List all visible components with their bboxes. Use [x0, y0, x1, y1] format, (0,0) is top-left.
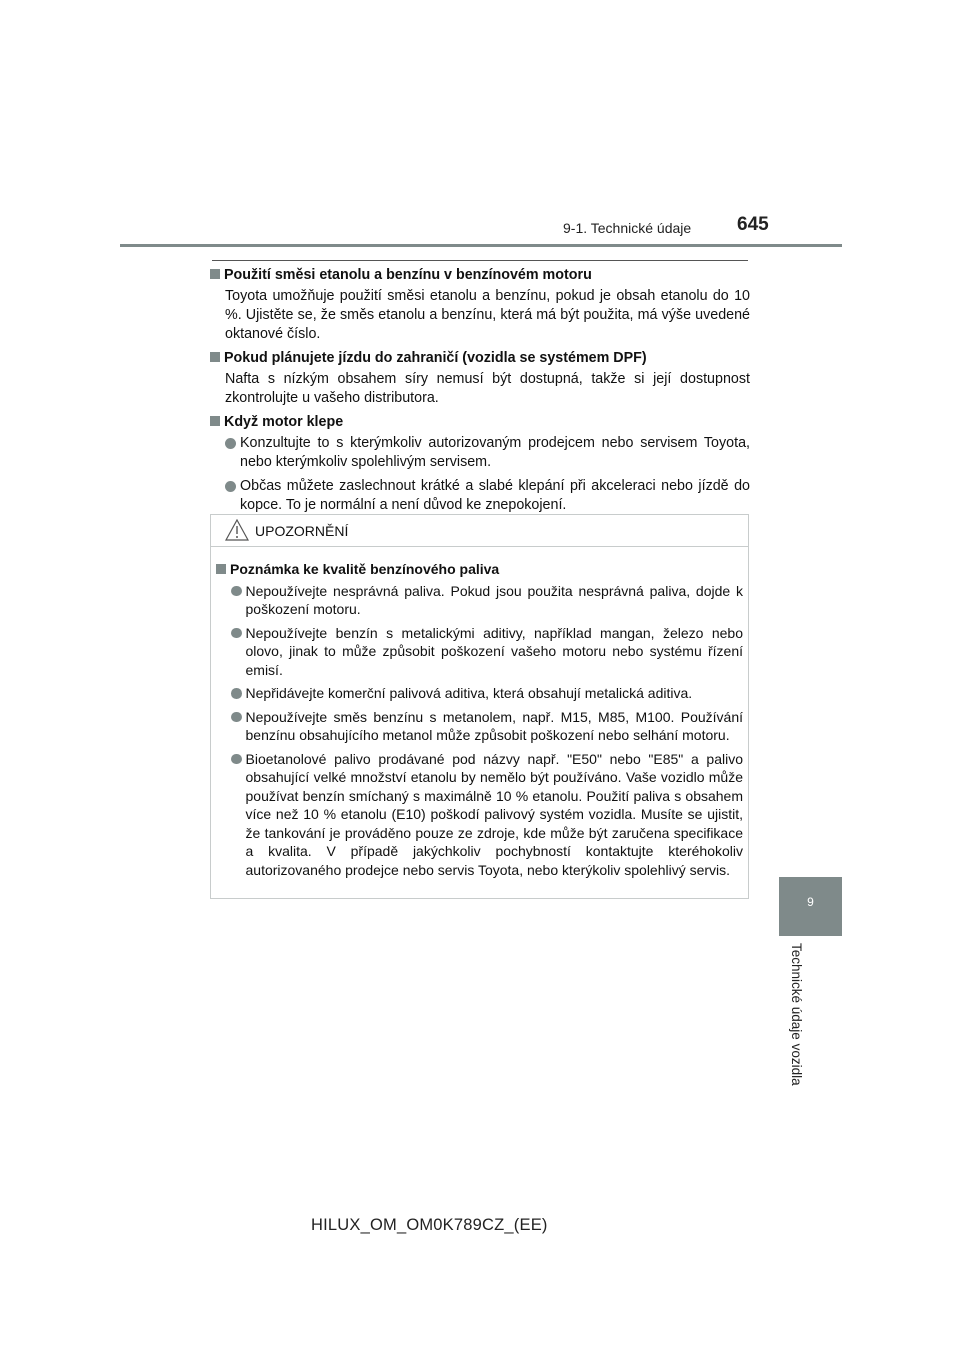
warning-box: [210, 514, 749, 899]
list-item: [231, 582, 743, 619]
square-bullet-icon: [216, 564, 226, 574]
section-abroad: [210, 349, 750, 408]
chapter-label: [786, 943, 806, 1103]
section-heading-text: Pokud plánujete jízdu do zahraničí (vozidla se systémem DPF): [224, 350, 647, 366]
list-item: [225, 434, 750, 472]
round-bullet-icon: [231, 586, 242, 597]
round-bullet-icon: [231, 688, 242, 699]
section-heading: [210, 266, 750, 285]
section-ethanol: [210, 266, 750, 344]
header-rule: [120, 244, 842, 247]
list-item-text: Nepřidávejte komerční palivová aditiva, která obsahují metalická aditiva.: [245, 685, 693, 701]
warning-body: [211, 547, 748, 879]
chapter-label-text: Technické údaje vozidla: [789, 943, 804, 1086]
list-item-text: Bioetanolové palivo prodávané pod názvy např. "E50" nebo "E85" a palivo obsahující velké množství etanolu by nemělo být používáno. Vaše vozidlo může používat benzín smíchaný s maximálně 10 % etanolu. Použití paliva s obsahem více než 10 % etanolu (E10) poškodí palivový systém vozidla. Musíte se ujistit, že tankování je prováděno pouze ze zdroje, kde může být zaručena specifikace a kvalita. V případě jakýchkoliv pochybností kontaktujte kteréhokoliv autorizovaného prodejce nebo servis Toyota, nebo kterýkoliv spolehlivý servis.: [245, 750, 743, 878]
section-knocking: [210, 413, 750, 515]
list-item: [231, 624, 743, 680]
list-item: [231, 708, 743, 745]
page-number: 645: [737, 214, 769, 235]
list-item-text: Nepoužívejte benzín s metalickými aditivy, například mangan, železo nebo olovo, jinak to může způsobit poškození vašeho motoru nebo systému řízení emisí.: [245, 624, 743, 678]
main-content: [210, 266, 750, 520]
round-bullet-icon: [225, 481, 236, 492]
section-paragraph: Nafta s nízkým obsahem síry nemusí být dostupná, takže si její dostupnost zkontrolujte u vašeho distributora.: [225, 371, 750, 406]
list-item: [225, 477, 750, 515]
section-title: 9-1. Technické údaje: [563, 220, 692, 236]
warning-heading-text: Poznámka ke kvalitě benzínového paliva: [230, 561, 500, 577]
list-item-text: Nepoužívejte směs benzínu s metanolem, např. M15, M85, M100. Používání benzínu obsahujícího metanol může způsobit poškození nebo selhání motoru.: [245, 708, 743, 743]
warning-header: [211, 515, 748, 547]
warning-triangle-icon: [225, 519, 249, 546]
chapter-tab: 9: [779, 877, 842, 936]
list-item-text: Konzultujte to s kterýmkoliv autorizovaným prodejcem nebo servisem Toyota, nebo kterýmkoliv spolehlivým servisem.: [240, 435, 750, 470]
square-bullet-icon: [210, 352, 220, 362]
warning-title: UPOZORNĚNÍ: [255, 523, 349, 539]
list-item-text: Nepoužívejte nesprávná paliva. Pokud jsou použita nesprávná paliva, dojde k poškození motoru.: [245, 582, 743, 617]
square-bullet-icon: [210, 269, 220, 279]
list-item-text: Občas můžete zaslechnout krátké a slabé klepání při akceleraci nebo jízdě do kopce. To je normální a není důvod ke znepokojení.: [240, 478, 750, 513]
round-bullet-icon: [231, 754, 242, 765]
round-bullet-icon: [225, 438, 236, 449]
content-rule: [212, 260, 748, 261]
warning-heading: [216, 560, 743, 579]
list-item: [231, 684, 743, 703]
round-bullet-icon: [231, 712, 242, 723]
list-item: [231, 750, 743, 880]
section-heading: [210, 349, 750, 368]
section-paragraph: Toyota umožňuje použití směsi etanolu a benzínu, pokud je obsah etanolu do 10 %. Ujistěte se, že směs etanolu a benzínu, která má být použita, má výše uvedené oktanové číslo.: [225, 288, 750, 342]
section-heading: [210, 413, 750, 432]
square-bullet-icon: [210, 416, 220, 426]
section-heading-text: Když motor klepe: [224, 414, 344, 430]
document-code: HILUX_OM_OM0K789CZ_(EE): [311, 1216, 548, 1234]
section-heading-text: Použití směsi etanolu a benzínu v benzínovém motoru: [224, 267, 592, 283]
round-bullet-icon: [231, 628, 242, 639]
